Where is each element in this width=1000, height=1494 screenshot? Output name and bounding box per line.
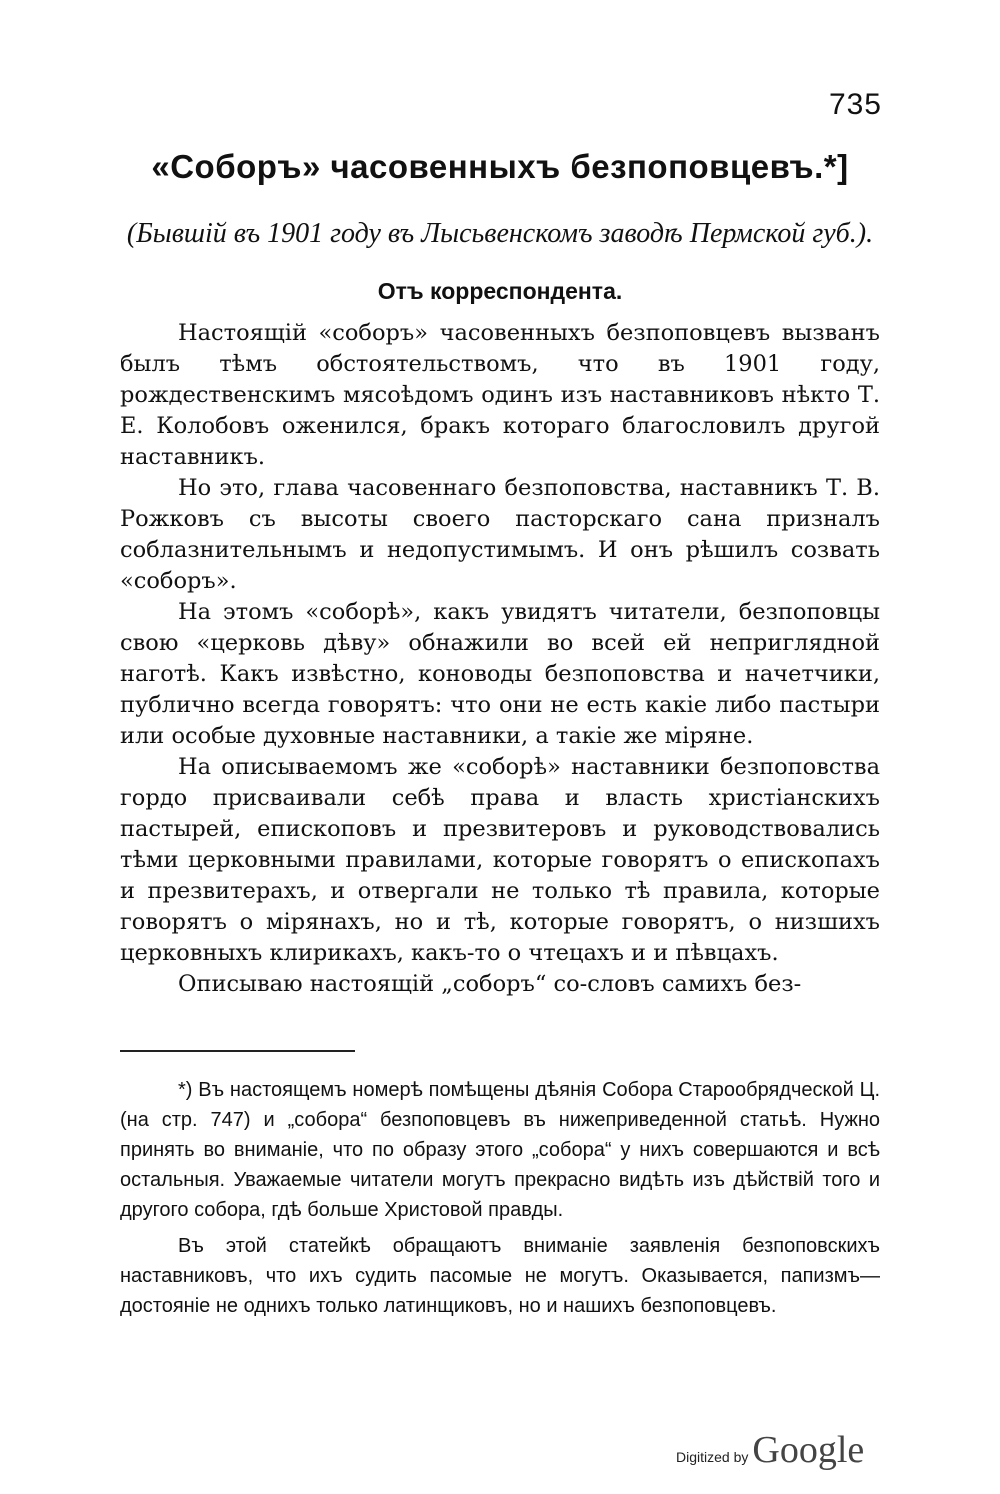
digitized-watermark xyxy=(676,1428,864,1472)
paragraph: Но это, глава часовеннаго безпоповства, наставникъ Т. В. Рожковъ съ высоты своего пасторскаго сана призналъ соблазнительнымъ и недопустимымъ. И онъ рѣшилъ созвать «соборъ». xyxy=(120,475,880,594)
article-body xyxy=(120,318,880,1000)
google-logo: Google xyxy=(752,1429,865,1471)
footnote: *) Въ настоящемъ номерѣ помѣщены дѣянія Собора Старообрядческой Ц. (на стр. 747) и „собора“ безпоповцевъ въ нижеприведенной статьѣ. Нужно принять во вниманіе, что по образу этого „собора“ у нихъ совершаются и всѣ остальныя. Уважаемые читатели могутъ прекрасно видѣть изъ дѣйствій того и другого собора, гдѣ больше Христовой правды. xyxy=(120,1079,880,1221)
digitized-label: Digitized by xyxy=(676,1449,749,1465)
paragraph: На описываемомъ же «соборѣ» наставники безпоповства гордо присваивали себѣ права и власть христіанскихъ пастырей, епископовъ и презвитеровъ и руководствовались тѣми церковными правилами, которые говорятъ о епископахъ и презвитерахъ, и отвергали не только тѣ правила, которые говорятъ о мірянахъ, но и тѣ, которые говорятъ, о низшихъ церковныхъ клирикахъ, какъ-то о чтецахъ и и пѣвцахъ. xyxy=(120,754,880,966)
page-title: «Соборъ» часовенныхъ безпоповцевъ.*] xyxy=(151,148,849,185)
subtitle: (Бывшій въ 1901 году въ Лысьвенскомъ заводѣ Пермской губ.). xyxy=(126,218,874,249)
paragraph: Настоящій «соборъ» часовенныхъ безпоповцевъ вызванъ былъ тѣмъ обстоятельствомъ, что въ 1901 году, рождественскимъ мясоѣдомъ одинъ изъ наставниковъ нѣкто Т. Е. Колобовъ оженился, бракъ котораго благословилъ другой наставникъ. xyxy=(120,320,880,470)
footnote: Въ этой статейкѣ обращаютъ вниманіе заявленія безпоповскихъ наставниковъ, что ихъ судить пасомые не могутъ. Оказывается, папизмъ—достояніе не однихъ только латинщиковъ, но и нашихъ безпоповцевъ. xyxy=(120,1235,880,1317)
byline: Отъ корреспондента. xyxy=(377,278,623,304)
footnotes xyxy=(120,1075,880,1327)
paragraph: Описываю настоящій „соборъ“ со-словъ самихъ без- xyxy=(178,971,802,997)
paragraph: На этомъ «соборѣ», какъ увидятъ читатели, безпоповцы свою «церковь дѣву» обнажили во всей ей неприглядной наготѣ. Какъ извѣстно, коноводы безпоповства и начетчики, публично всегда говорятъ: что они не есть какіе либо пастыри или особые духовные наставники, а такіе же міряне. xyxy=(120,599,880,749)
page-number: 735 xyxy=(828,88,882,121)
footnote-divider xyxy=(120,1050,355,1052)
